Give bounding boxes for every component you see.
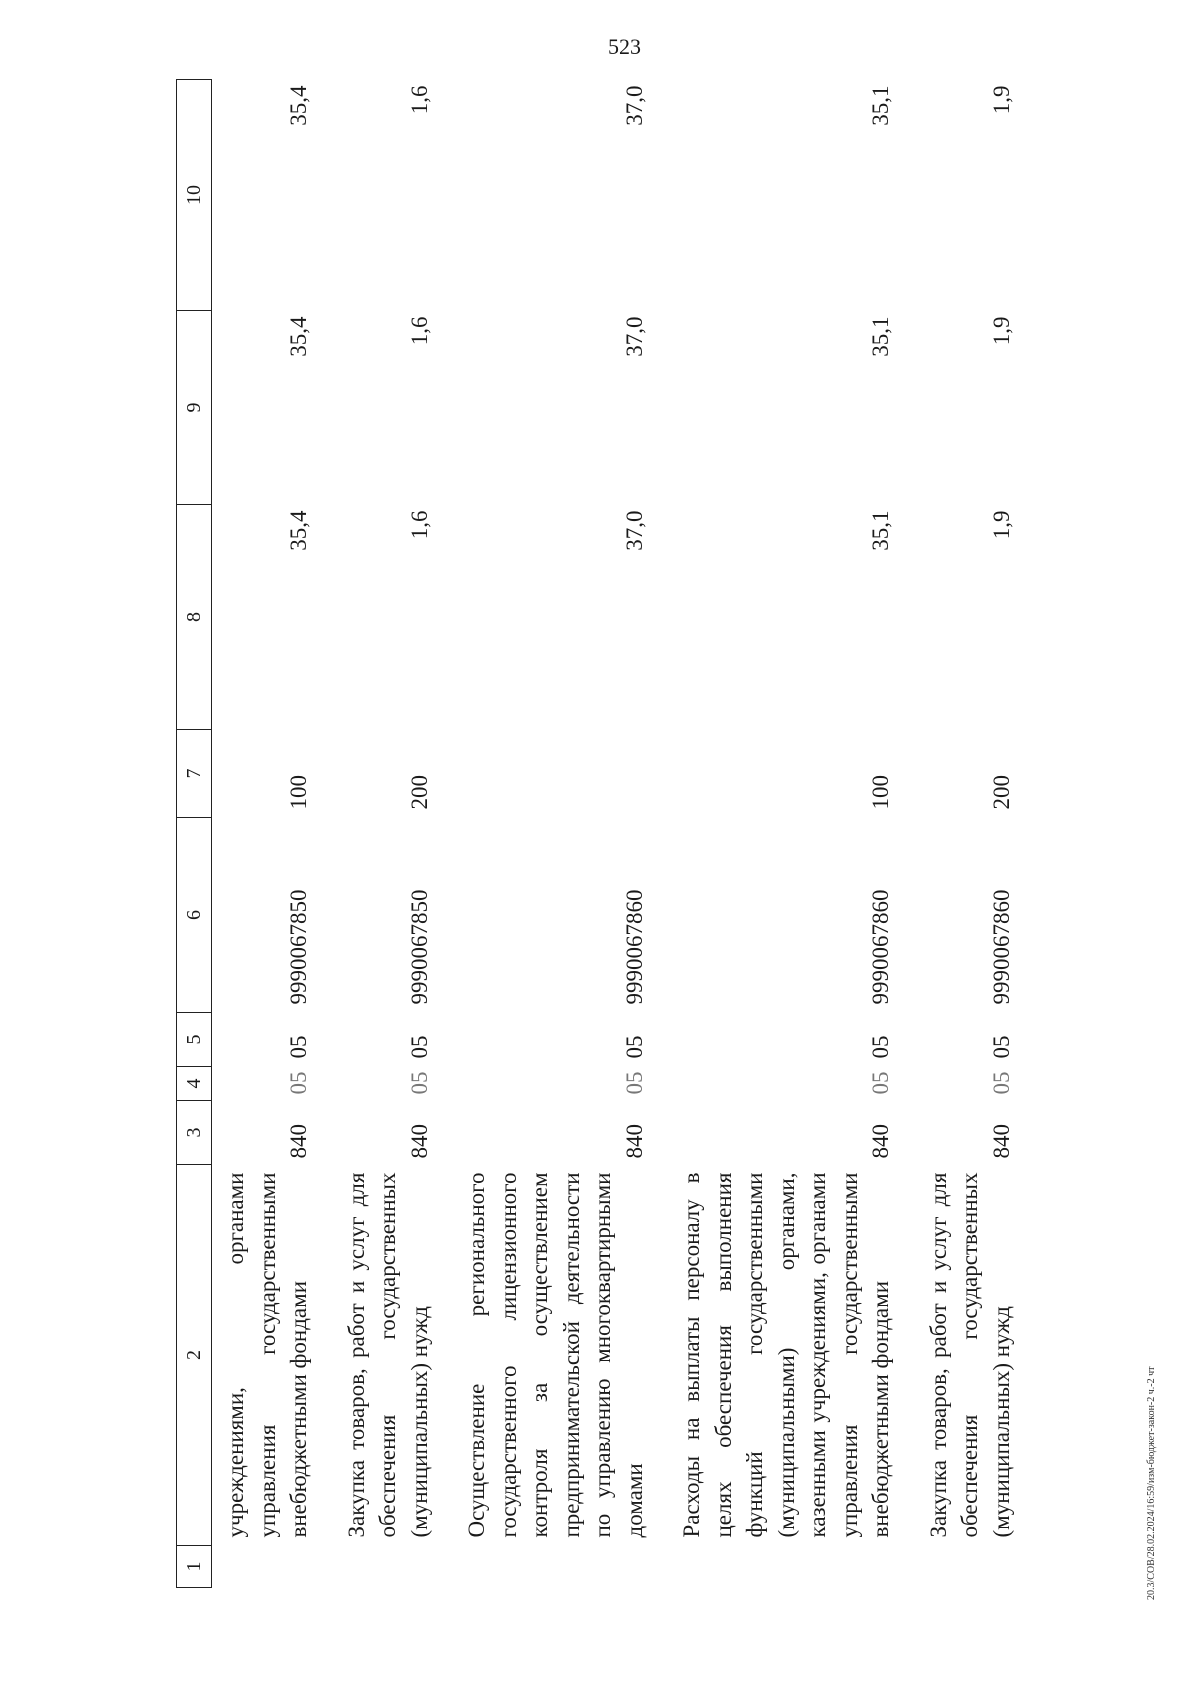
- subsection-code-cell: 05: [406, 1035, 432, 1059]
- subsection-code-cell: 05: [988, 1035, 1014, 1059]
- amount-cell: 1,6: [406, 85, 432, 115]
- ministry-code-cell: 840: [988, 1124, 1014, 1159]
- target-article-cell: 9990067860: [621, 889, 647, 1005]
- section-code-cell: 05: [621, 1071, 647, 1095]
- amount-cell: 37,0: [621, 316, 647, 357]
- target-article-cell: 9990067860: [988, 889, 1014, 1005]
- footer-document-code: 20.3/СОВ/28.02.2024/16:59/изм-бюджет-закон-2 ч.-2 чт: [1146, 1366, 1157, 1600]
- column-header: 1: [177, 1546, 212, 1588]
- row-number-cell: [212, 1546, 341, 1588]
- ministry-code-cell: 840: [868, 1124, 893, 1159]
- row-number-cell: [676, 1546, 923, 1588]
- table-row: [212, 80, 341, 1588]
- ministry-code-cell: 840: [406, 1124, 432, 1159]
- amount-cell: 35,1: [868, 85, 893, 126]
- amount-cell: 35,4: [286, 510, 311, 551]
- budget-table: [176, 79, 1043, 1588]
- description-cell: Закупка товаров, работ и услуг для обеспечения государственных (муниципальных) нужд: [925, 1172, 1014, 1538]
- subsection-code-cell: 05: [286, 1035, 311, 1059]
- target-article-cell: 9990067850: [286, 889, 311, 1005]
- amount-cell: 35,1: [868, 510, 893, 551]
- description-cell: учреждениями, органами управления государственными внебюджетными фондами: [223, 1172, 311, 1538]
- section-code-cell: 05: [988, 1071, 1014, 1095]
- section-code-cell: 05: [406, 1071, 432, 1095]
- ministry-code-cell: 840: [621, 1124, 647, 1159]
- expense-type-cell: 100: [868, 775, 893, 810]
- column-header: 3: [177, 1101, 212, 1165]
- amount-cell: 1,6: [406, 510, 432, 540]
- column-header: 4: [177, 1067, 212, 1101]
- section-code-cell: 05: [868, 1071, 893, 1095]
- amount-cell: 1,9: [988, 85, 1014, 115]
- row-number-cell: [341, 1546, 462, 1588]
- expense-type-cell: 200: [406, 775, 432, 810]
- amount-cell: 1,6: [406, 316, 432, 346]
- column-header: 8: [177, 505, 212, 730]
- column-header: 5: [177, 1013, 212, 1067]
- table-row: [676, 80, 923, 1588]
- description-cell: Осуществление регионального государственного лицензионного контроля за осуществлением предпринимательской деятельности по управлению многоквартирными домами: [464, 1172, 647, 1538]
- target-article-cell: 9990067860: [868, 889, 893, 1005]
- budget-table-rotated: [176, 80, 1076, 1588]
- amount-cell: 35,1: [868, 316, 893, 357]
- ministry-code-cell: 840: [286, 1124, 311, 1159]
- column-header: 2: [177, 1165, 212, 1546]
- page-number: 523: [608, 34, 641, 59]
- expense-type-cell: 200: [988, 775, 1014, 810]
- amount-cell: 35,4: [286, 85, 311, 126]
- row-number-cell: [923, 1546, 1044, 1588]
- target-article-cell: 9990067850: [406, 889, 432, 1005]
- amount-cell: 1,9: [988, 316, 1014, 346]
- amount-cell: 1,9: [988, 510, 1014, 540]
- table-row: [341, 80, 462, 1588]
- table-header-row: [177, 80, 212, 1588]
- row-number-cell: [461, 1546, 676, 1588]
- expense-type-cell: 100: [286, 775, 311, 810]
- description-cell: Расходы на выплаты персоналу в целях обеспечения выполнения функций государственными (муниципальными) органами, казенными учреждениями, органами управления государственными внебюджетными фондами: [679, 1172, 893, 1538]
- column-header: 7: [177, 730, 212, 818]
- section-code-cell: 05: [286, 1071, 311, 1095]
- subsection-code-cell: 05: [868, 1035, 893, 1059]
- amount-cell: 35,4: [286, 316, 311, 357]
- column-header: 10: [177, 80, 212, 311]
- amount-cell: 37,0: [621, 510, 647, 551]
- amount-cell: 37,0: [621, 85, 647, 126]
- column-header: 9: [177, 311, 212, 505]
- expense-type-cell: [461, 730, 676, 818]
- table-row: [461, 80, 676, 1588]
- table-row: [923, 80, 1044, 1588]
- column-header: 6: [177, 818, 212, 1013]
- subsection-code-cell: 05: [621, 1035, 647, 1059]
- description-cell: Закупка товаров, работ и услуг для обеспечения государственных (муниципальных) нужд: [343, 1172, 432, 1538]
